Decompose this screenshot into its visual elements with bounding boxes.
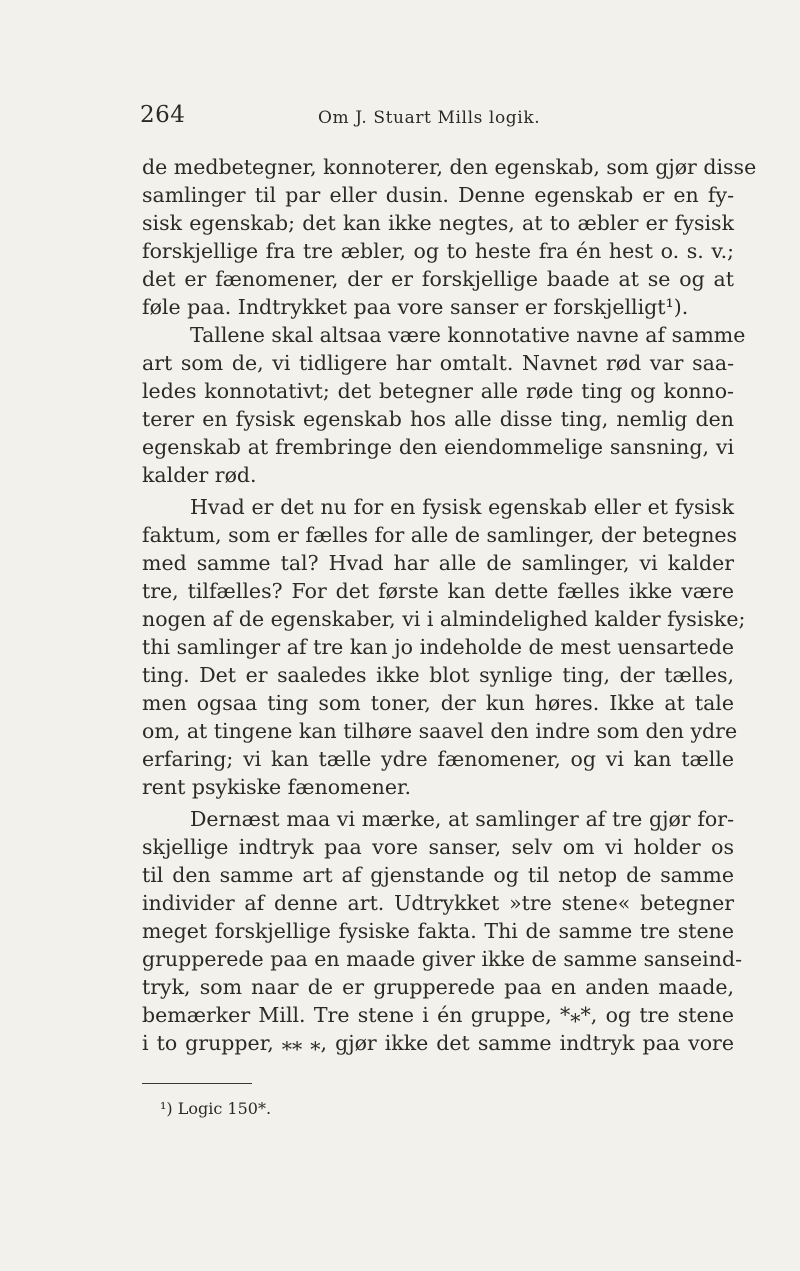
text-line: rent psykiske fænomener. [142,775,412,799]
text-line: de medbetegner, konnoterer, den egenskab, som gjør disse [142,155,757,179]
text-line: erfaring; vi kan tælle ydre fænomener, og vi kan tælle [142,747,734,771]
text-line: terer en fysisk egenskab hos alle disse ting, nemlig den [142,407,734,431]
text-line: samlinger til par eller dusin. Denne egenskab er en fy- [142,183,734,207]
text-line: grupperede paa en maade giver ikke de samme sanseind- [142,947,742,971]
text-line: men ogsaa ting som toner, der kun høres. Ikke at tale [142,691,734,715]
footnote-divider [142,1083,252,1084]
text-line: individer af denne art. Udtrykket »tre stene« betegner [142,891,734,915]
text-line: thi samlinger af tre kan jo indeholde de mest uensartede [142,635,734,659]
text-line: Tallene skal altsaa være konnotative navne af samme [190,323,746,347]
footnote-marker: ¹) [160,1099,173,1118]
text-line: ledes konnotativt; det betegner alle røde ting og konno- [142,379,734,403]
text-line: i to grupper, ⁎⁎ ⁎, gjør ikke det samme indtryk paa vore [142,1031,734,1055]
text-line: nogen af de egenskaber, vi i almindelighed kalder fysiske; [142,607,746,631]
text-line: sisk egenskab; det kan ikke negtes, at to æbler er fysisk [142,211,734,235]
text-line: det er fænomener, der er forskjellige baade at se og at [142,267,734,291]
text-line: faktum, som er fælles for alle de samlinger, der betegnes [142,523,738,547]
text-line: art som de, vi tidligere har omtalt. Navnet rød var saa- [142,351,734,375]
text-line: til den samme art af gjenstande og til netop de samme [142,863,734,887]
footnote-text: Logic 150*. [177,1099,272,1118]
text-line: egenskab at frembringe den eiendommelige sansning, vi [142,435,734,459]
text-line: Dernæst maa vi mærke, at samlinger af tre gjør for- [190,807,734,831]
text-line: forskjellige fra tre æbler, og to heste fra én hest o. s. v.; [142,239,734,263]
text-line: om, at tingene kan tilhøre saavel den indre som den ydre [142,719,738,743]
running-head: Om J. Stuart Mills logik. [318,108,541,128]
footnote [160,1098,271,1120]
text-line: skjellige indtryk paa vore sanser, selv om vi holder os [142,835,734,859]
text-line: Hvad er det nu for en fysisk egenskab eller et fysisk [190,495,734,519]
page-number: 264 [140,102,186,128]
text-line: kalder rød. [142,463,257,487]
text-line: ting. Det er saaledes ikke blot synlige ting, der tælles, [142,663,734,687]
text-line: meget forskjellige fysiske fakta. Thi de samme tre stene [142,919,734,943]
text-line: bemærker Mill. Tre stene i én gruppe, *⁎*, og tre stene [142,1003,734,1027]
text-line: med samme tal? Hvad har alle de samlinger, vi kalder [142,551,734,575]
text-line: tre, tilfælles? For det første kan dette fælles ikke være [142,579,734,603]
text-line: føle paa. Indtrykket paa vore sanser er forskjelligt¹). [142,295,689,319]
text-line: tryk, som naar de er grupperede paa en anden maade, [142,975,734,999]
